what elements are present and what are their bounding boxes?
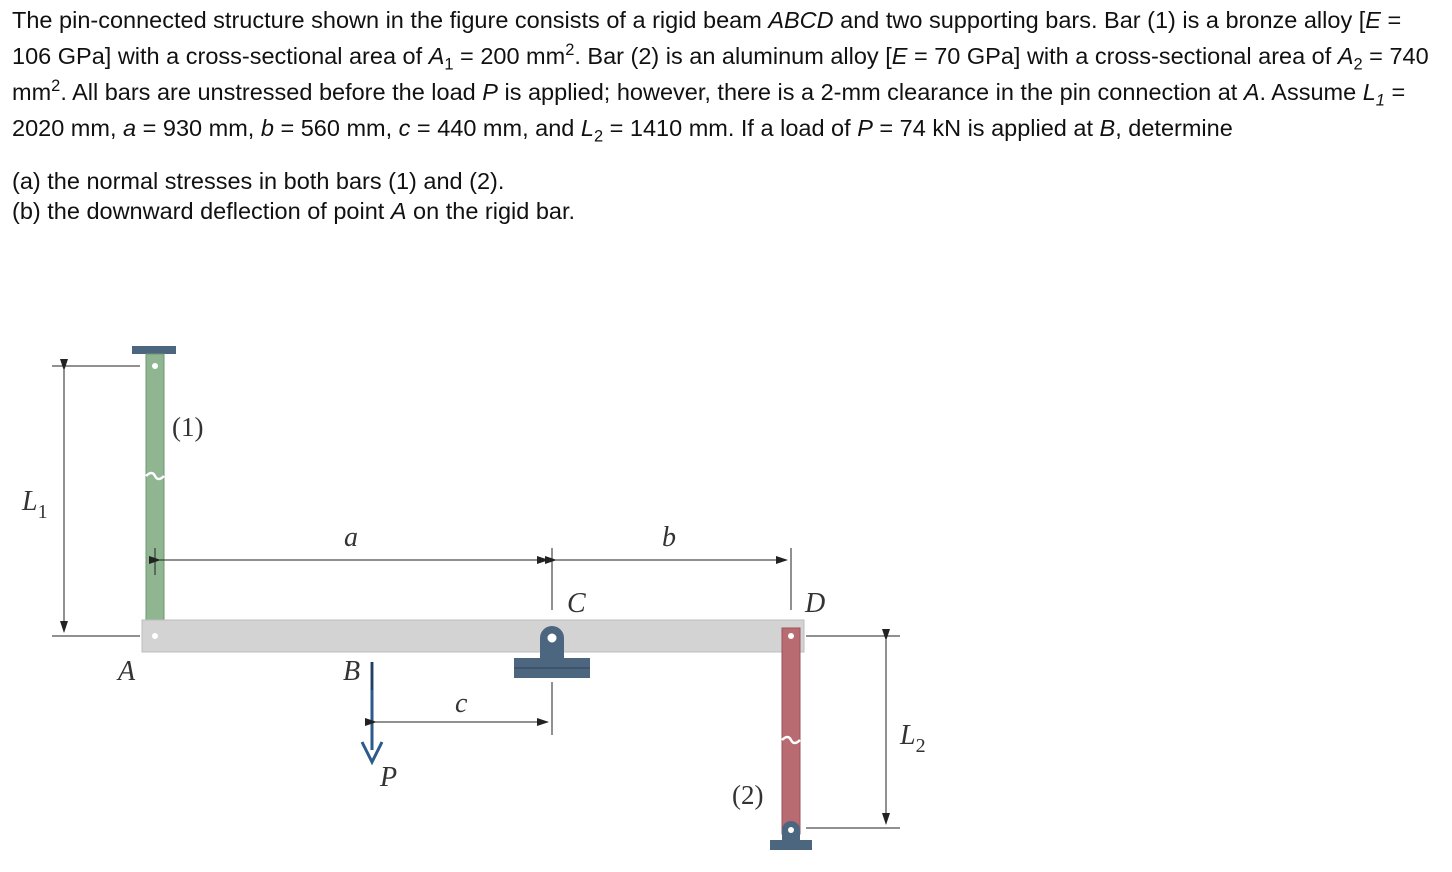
bar1-top-support (132, 346, 176, 354)
bar2-label: (2) (732, 780, 764, 810)
point-b-label: B (343, 656, 361, 687)
point-a-label: A (118, 656, 136, 687)
bar2 (782, 628, 800, 834)
point-d-label: D (805, 588, 826, 619)
load-p-label: P (380, 762, 398, 793)
pin-a (152, 633, 158, 639)
bar2-bottom-pin (788, 827, 794, 833)
pin-d (788, 633, 794, 639)
l1-label: $L_1$ (22, 486, 48, 523)
bar1-top-pin (152, 363, 158, 369)
point-c-label: C (567, 588, 586, 619)
bar1-label: (1) (172, 412, 204, 442)
part-a: (a) the normal stresses in both bars (1) and (2). (12, 168, 505, 194)
problem-intro: The pin-connected structure shown in the figure consists of a rigid beam ABCD and two supporting bars. Bar (1) is a bronze alloy [E = 106 GPa] with a cross-sectional area of $A_1 = 200$ $mm^2$. Bar (2) is an aluminum alloy [E = 70 GPa] with a cross-sectional area of $A_2 = 740$ $mm^2$. All bars are unstressed before the load P is applied; however, there is a 2-mm clearance in the pin connection at A. Assume $L_1 = 2020$ mm, a = 930 mm, b = 560 mm, c = 440 mm, and $L_2 = 1410$ mm. If a load of P = 74 kN is applied at B, determine (12, 7, 1429, 146)
bar2-bottom-support (770, 840, 812, 850)
part-b: (b) the downward deflection of point A on the rigid bar. (12, 198, 576, 224)
a-dimension-label: a (344, 522, 358, 553)
bar1 (146, 354, 164, 646)
l2-label: $L_2$ (900, 720, 926, 757)
c-dimension-label: c (455, 688, 468, 719)
b-dimension-label: b (662, 522, 676, 553)
support-c (540, 626, 564, 660)
rigid-beam (142, 620, 804, 652)
pin-c (548, 634, 557, 643)
